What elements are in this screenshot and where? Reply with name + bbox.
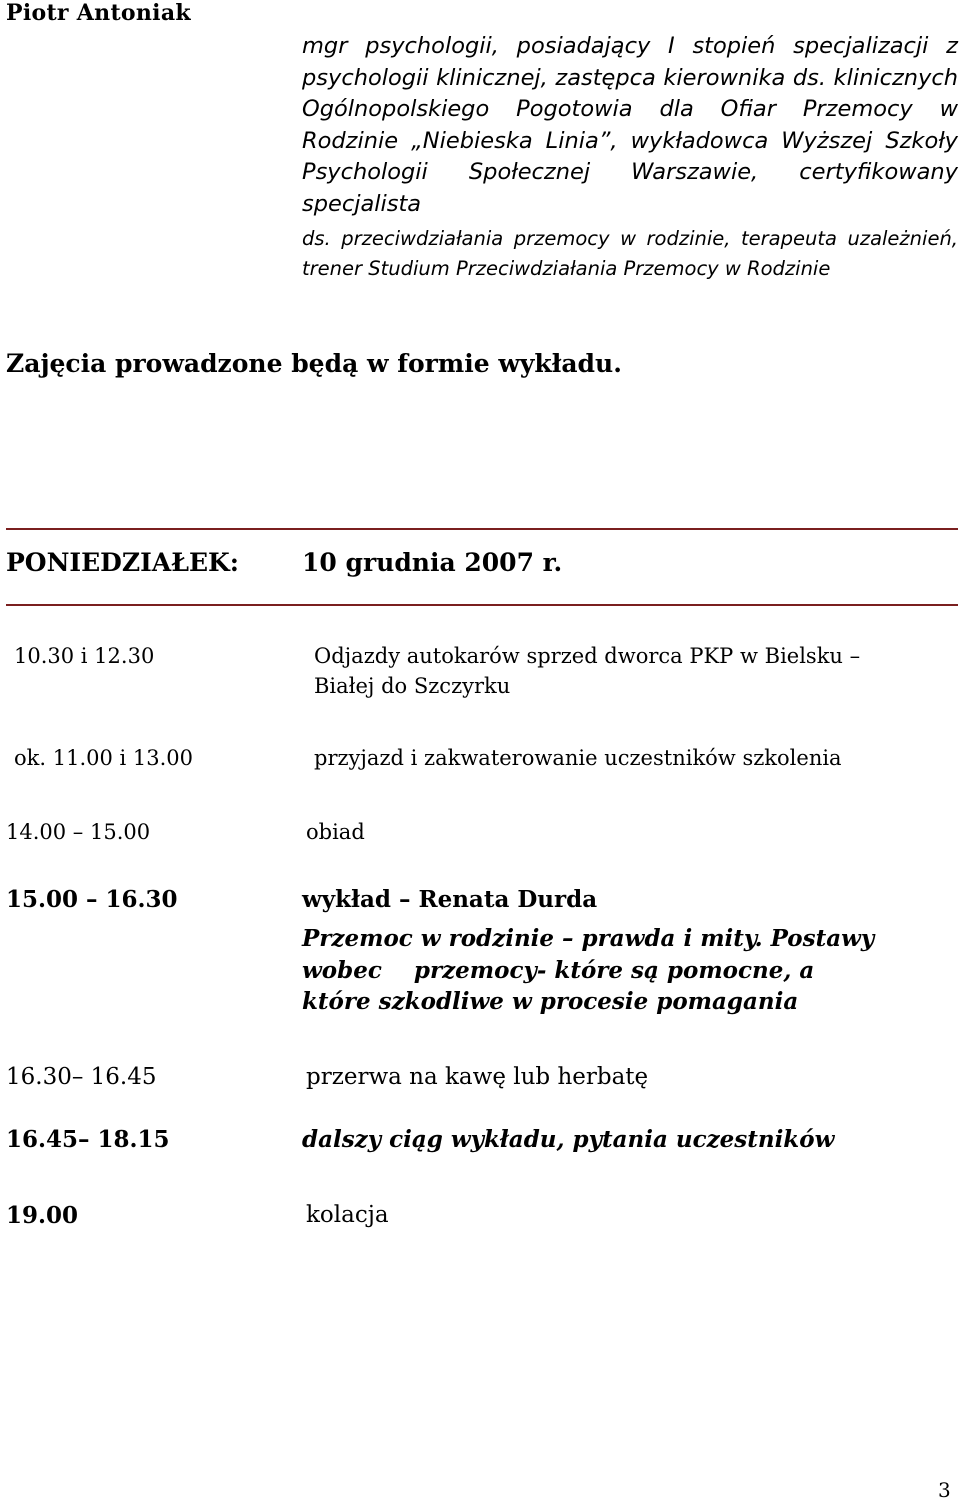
lecture-topic: Przemoc w rodzinie – prawda i mity. Postawy: [302, 925, 875, 952]
divider-bottom: [6, 604, 958, 606]
schedule-activity: przerwa na kawę lub herbatę: [306, 1064, 649, 1090]
form-note: Zajęcia prowadzone będą w formie wykładu.: [6, 349, 622, 378]
schedule-time: 14.00 – 15.00: [6, 820, 151, 844]
day-date: 10 grudnia 2007 r.: [302, 548, 563, 577]
schedule-time: 16.30– 16.45: [6, 1064, 157, 1090]
lecture-title: wykład – Renata Durda: [302, 886, 598, 913]
schedule-activity: dalszy ciąg wykładu, pytania uczestników: [302, 1126, 835, 1153]
schedule-activity: przyjazd i zakwaterowanie uczestników szkolenia: [314, 746, 842, 770]
speaker-bio-continued: ds. przeciwdziałania przemocy w rodzinie, terapeuta uzależnień, trener Studium Przeciwdziałania Przemocy w Rodzinie: [302, 227, 958, 280]
schedule-activity: kolacja: [306, 1202, 389, 1228]
schedule-activity-continued: Białej do Szczyrku: [314, 674, 511, 698]
schedule-time: 15.00 – 16.30: [6, 886, 178, 913]
schedule-time: ok. 11.00 i 13.00: [14, 746, 194, 770]
lecture-topic-continued: wobec przemocy- które są pomocne, a: [302, 957, 815, 984]
schedule-time: 10.30 i 12.30: [14, 644, 155, 668]
day-label: PONIEDZIAŁEK:: [6, 548, 239, 577]
schedule-activity: Odjazdy autokarów sprzed dworca PKP w Bielsku –: [314, 644, 861, 668]
schedule-time: 19.00: [6, 1202, 79, 1229]
schedule-activity: obiad: [306, 820, 365, 844]
schedule-time: 16.45– 18.15: [6, 1126, 170, 1153]
divider-top: [6, 528, 958, 530]
lecture-topic-continued: które szkodliwe w procesie pomagania: [302, 988, 799, 1015]
speaker-name: Piotr Antoniak: [6, 0, 191, 26]
page-number: 3: [938, 1478, 951, 1502]
speaker-bio: mgr psychologii, posiadający I stopień specjalizacji z psychologii klinicznej, zastępca kierownika ds. klinicznych Ogólnopolskiego Pogotowia dla Ofiar Przemocy w Rodzinie „Niebieska Linia”, wykładowca Wyższej Szkoły Psychologii Społecznej Warszawie, certyfikowany specjalista: [302, 33, 958, 217]
